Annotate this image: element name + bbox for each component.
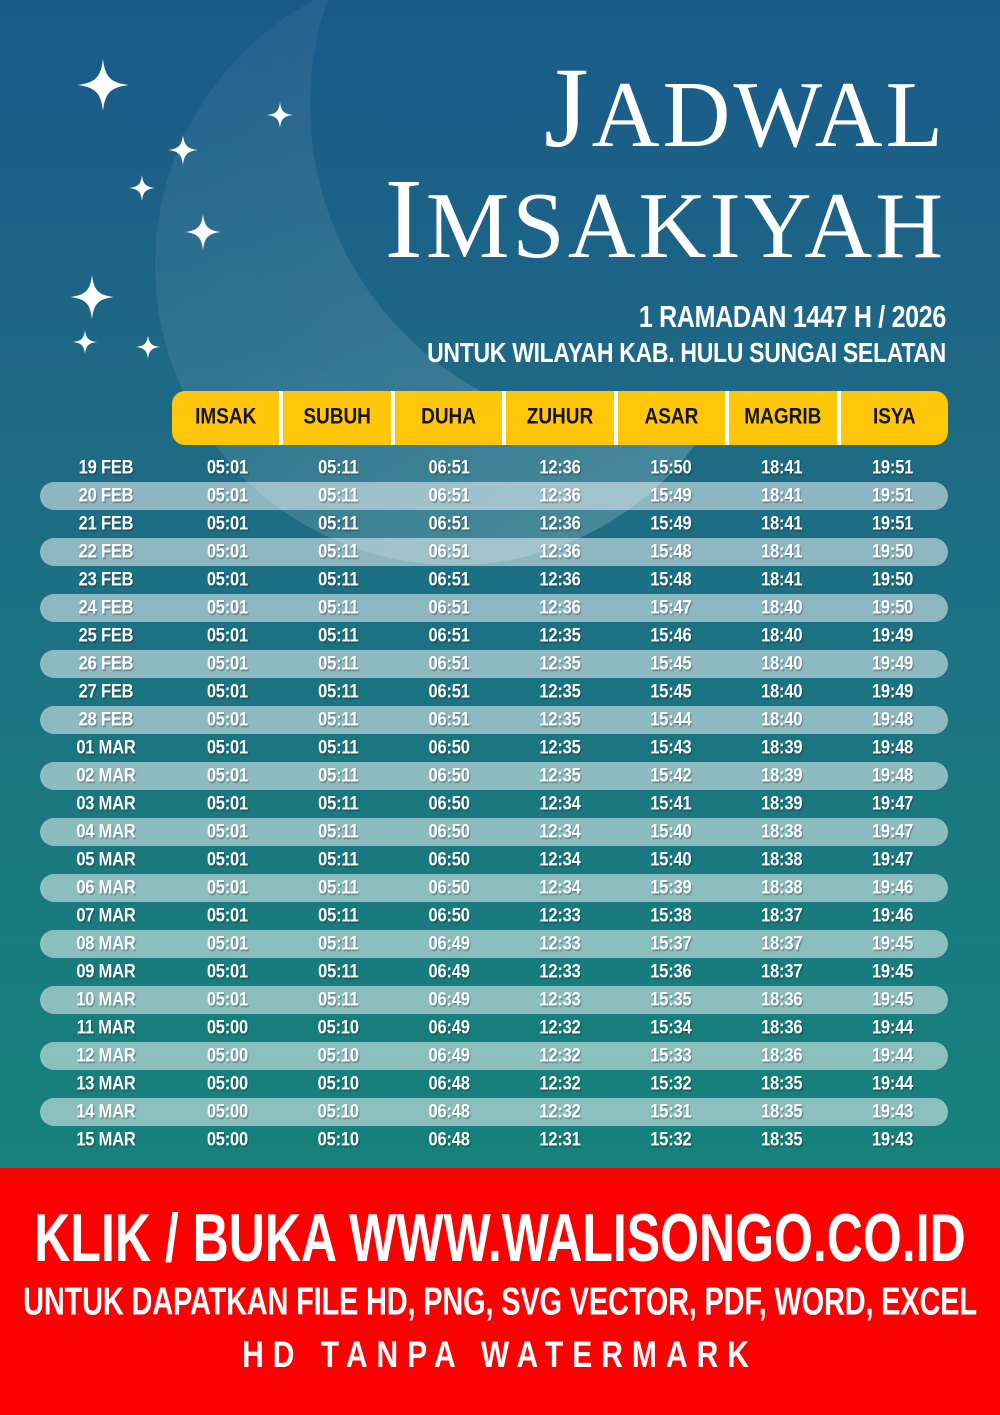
table-row — [40, 1070, 948, 1098]
time-cell: 19:45 — [871, 960, 914, 982]
time-cell: 05:11 — [318, 960, 359, 982]
time-cell: 12:34 — [539, 848, 581, 870]
time-cell: 05:01 — [206, 540, 249, 562]
time-cell: 19:49 — [871, 652, 914, 674]
time-cell: 05:11 — [318, 820, 359, 842]
date-cell: 02 MAR — [76, 764, 136, 786]
time-cell: 19:49 — [871, 680, 914, 702]
region-subtitle: UNTUK WILAYAH KAB. HULU SUNGAI SELATAN — [427, 336, 946, 369]
star-icon — [70, 275, 114, 319]
time-cell: 05:11 — [318, 708, 359, 730]
time-cell: 06:50 — [428, 904, 470, 926]
time-cell: 05:01 — [206, 456, 249, 478]
time-cell: 18:37 — [761, 904, 803, 926]
time-cell: 06:49 — [428, 1016, 470, 1038]
table-row — [40, 622, 948, 650]
table-row — [40, 762, 948, 790]
table-row — [40, 1126, 948, 1154]
column-header-magrib: MAGRIB — [725, 391, 836, 445]
column-header-asar: ASAR — [614, 391, 725, 445]
time-cell: 06:50 — [428, 820, 470, 842]
time-cell: 15:49 — [650, 484, 692, 506]
time-cell: 18:40 — [761, 680, 803, 702]
time-cell: 05:00 — [206, 1016, 249, 1038]
time-cell: 05:00 — [206, 1044, 249, 1066]
time-cell: 19:45 — [871, 932, 914, 954]
time-cell: 15:39 — [650, 876, 692, 898]
time-cell: 12:35 — [539, 736, 581, 758]
time-cell: 05:11 — [318, 540, 359, 562]
time-cell: 15:36 — [650, 960, 692, 982]
time-cell: 05:01 — [206, 848, 249, 870]
time-cell: 15:31 — [650, 1100, 692, 1122]
time-cell: 18:37 — [761, 960, 803, 982]
time-cell: 05:01 — [206, 988, 249, 1010]
time-cell: 06:48 — [428, 1128, 470, 1150]
time-cell: 18:41 — [761, 512, 803, 534]
time-cell: 12:32 — [539, 1100, 581, 1122]
time-cell: 05:11 — [318, 988, 359, 1010]
time-cell: 05:01 — [206, 960, 249, 982]
time-cell: 06:51 — [428, 456, 470, 478]
time-cell: 18:35 — [761, 1128, 803, 1150]
table-row — [40, 874, 948, 902]
table-row — [40, 930, 948, 958]
star-icon — [73, 330, 97, 354]
time-cell: 05:11 — [318, 876, 359, 898]
date-cell: 05 MAR — [76, 848, 136, 870]
time-cell: 19:50 — [871, 540, 914, 562]
time-cell: 19:48 — [871, 736, 914, 758]
date-cell: 07 MAR — [76, 904, 136, 926]
time-cell: 05:01 — [206, 512, 249, 534]
date-cell: 04 MAR — [76, 820, 136, 842]
time-cell: 19:51 — [871, 456, 914, 478]
time-cell: 19:49 — [871, 624, 914, 646]
time-cell: 05:11 — [318, 680, 359, 702]
time-cell: 05:10 — [317, 1016, 359, 1038]
time-cell: 12:32 — [539, 1072, 581, 1094]
time-cell: 05:11 — [318, 568, 359, 590]
time-cell: 05:11 — [318, 484, 359, 506]
time-cell: 15:32 — [650, 1072, 692, 1094]
time-cell: 06:50 — [428, 848, 470, 870]
time-cell: 05:11 — [318, 848, 359, 870]
date-cell: 21 FEB — [78, 512, 134, 534]
time-cell: 12:36 — [539, 456, 581, 478]
time-cell: 05:01 — [206, 680, 249, 702]
time-cell: 18:36 — [761, 988, 803, 1010]
time-cell: 06:50 — [428, 792, 470, 814]
date-cell: 27 FEB — [78, 680, 134, 702]
title-block — [384, 44, 946, 369]
time-cell: 19:46 — [871, 904, 914, 926]
time-cell: 06:50 — [428, 876, 470, 898]
date-cell: 12 MAR — [76, 1044, 136, 1066]
table-row — [40, 678, 948, 706]
time-cell: 15:48 — [650, 568, 692, 590]
time-cell: 18:36 — [761, 1016, 803, 1038]
table-row — [40, 734, 948, 762]
time-cell: 05:01 — [206, 876, 249, 898]
time-cell: 18:36 — [761, 1044, 803, 1066]
time-cell: 12:36 — [539, 540, 581, 562]
time-cell: 06:51 — [428, 540, 470, 562]
prayer-schedule-table — [40, 391, 948, 1154]
time-cell: 05:11 — [318, 792, 359, 814]
time-cell: 05:01 — [206, 764, 249, 786]
time-cell: 15:48 — [650, 540, 692, 562]
time-cell: 05:11 — [318, 596, 359, 618]
time-cell: 06:51 — [428, 708, 470, 730]
time-cell: 18:40 — [761, 624, 803, 646]
time-cell: 06:49 — [428, 932, 470, 954]
table-row — [40, 790, 948, 818]
table-header-cells — [172, 391, 948, 445]
time-cell: 19:51 — [871, 484, 914, 506]
star-icon — [77, 59, 129, 111]
time-cell: 05:01 — [206, 792, 249, 814]
time-cell: 05:11 — [318, 652, 359, 674]
column-header-subuh: SUBUH — [279, 391, 390, 445]
time-cell: 15:33 — [650, 1044, 692, 1066]
time-cell: 05:11 — [318, 932, 359, 954]
time-cell: 18:35 — [761, 1100, 803, 1122]
time-cell: 19:48 — [871, 764, 914, 786]
star-icon — [129, 175, 155, 201]
date-cell: 10 MAR — [76, 988, 136, 1010]
time-cell: 05:01 — [206, 820, 249, 842]
date-cell: 22 FEB — [78, 540, 134, 562]
time-cell: 06:51 — [428, 512, 470, 534]
time-cell: 05:11 — [318, 512, 359, 534]
time-cell: 05:11 — [318, 904, 359, 926]
time-cell: 06:51 — [428, 680, 470, 702]
time-cell: 05:10 — [317, 1044, 359, 1066]
time-cell: 15:43 — [650, 736, 692, 758]
time-cell: 15:46 — [650, 624, 692, 646]
time-cell: 05:01 — [206, 624, 249, 646]
time-cell: 12:35 — [539, 624, 581, 646]
date-cell: 20 FEB — [78, 484, 134, 506]
footer-formats-text: UNTUK DAPATKAN FILE HD, PNG, SVG VECTOR, PDF, WORD, EXCEL — [23, 1280, 977, 1324]
time-cell: 18:38 — [761, 848, 803, 870]
time-cell: 19:43 — [871, 1100, 914, 1122]
time-cell: 05:10 — [317, 1072, 359, 1094]
time-cell: 12:36 — [539, 484, 581, 506]
time-cell: 06:48 — [428, 1072, 470, 1094]
time-cell: 15:45 — [650, 680, 692, 702]
time-cell: 06:51 — [428, 596, 470, 618]
time-cell: 18:38 — [761, 820, 803, 842]
time-cell: 18:39 — [761, 764, 803, 786]
table-row — [40, 986, 948, 1014]
table-body — [40, 454, 948, 1154]
footer-watermark-text: HD TANPA WATERMARK — [242, 1334, 758, 1376]
time-cell: 05:11 — [318, 456, 359, 478]
date-cell: 01 MAR — [76, 736, 136, 758]
time-cell: 12:35 — [539, 680, 581, 702]
time-cell: 18:39 — [761, 792, 803, 814]
date-column-spacer — [40, 391, 172, 445]
table-row — [40, 650, 948, 678]
time-cell: 05:01 — [206, 652, 249, 674]
time-cell: 15:44 — [650, 708, 692, 730]
time-cell: 18:37 — [761, 932, 803, 954]
time-cell: 05:00 — [206, 1100, 249, 1122]
time-cell: 19:46 — [871, 876, 914, 898]
time-cell: 06:48 — [428, 1100, 470, 1122]
time-cell: 05:11 — [318, 736, 359, 758]
table-header-row — [40, 391, 948, 445]
column-header-imsak: IMSAK — [172, 391, 279, 445]
time-cell: 12:32 — [539, 1044, 581, 1066]
poster-title-line1: JADWAL — [543, 44, 946, 171]
time-cell: 05:01 — [206, 736, 249, 758]
time-cell: 06:51 — [428, 624, 470, 646]
time-cell: 18:41 — [761, 540, 803, 562]
time-cell: 19:44 — [871, 1072, 914, 1094]
date-cell: 03 MAR — [76, 792, 136, 814]
time-cell: 05:01 — [206, 568, 249, 590]
time-cell: 05:01 — [206, 932, 249, 954]
website-link[interactable]: KLIK / BUKA WWW.WALISONGO.CO.ID — [34, 1200, 966, 1276]
date-cell: 14 MAR — [76, 1100, 136, 1122]
time-cell: 18:35 — [761, 1072, 803, 1094]
time-cell: 19:47 — [871, 820, 914, 842]
time-cell: 12:33 — [539, 904, 581, 926]
date-cell: 24 FEB — [78, 596, 134, 618]
time-cell: 15:40 — [650, 820, 692, 842]
time-cell: 05:01 — [206, 904, 249, 926]
time-cell: 15:38 — [650, 904, 692, 926]
date-cell: 23 FEB — [78, 568, 134, 590]
time-cell: 05:11 — [318, 624, 359, 646]
time-cell: 06:51 — [428, 652, 470, 674]
time-cell: 19:44 — [871, 1044, 914, 1066]
date-cell: 11 MAR — [76, 1016, 136, 1038]
table-row — [40, 1098, 948, 1126]
time-cell: 06:49 — [428, 960, 470, 982]
time-cell: 19:48 — [871, 708, 914, 730]
time-cell: 15:40 — [650, 848, 692, 870]
table-row — [40, 902, 948, 930]
time-cell: 18:40 — [761, 708, 803, 730]
time-cell: 05:00 — [206, 1128, 249, 1150]
table-row — [40, 566, 948, 594]
time-cell: 15:47 — [650, 596, 692, 618]
date-cell: 13 MAR — [76, 1072, 136, 1094]
time-cell: 06:50 — [428, 736, 470, 758]
time-cell: 12:35 — [539, 708, 581, 730]
time-cell: 15:45 — [650, 652, 692, 674]
table-row — [40, 1042, 948, 1070]
table-row — [40, 510, 948, 538]
time-cell: 06:49 — [428, 1044, 470, 1066]
column-header-isya: ISYA — [837, 391, 948, 445]
table-row — [40, 594, 948, 622]
time-cell: 15:42 — [650, 764, 692, 786]
time-cell: 15:49 — [650, 512, 692, 534]
date-cell: 15 MAR — [76, 1128, 136, 1150]
date-cell: 09 MAR — [76, 960, 136, 982]
time-cell: 15:41 — [650, 792, 692, 814]
time-cell: 18:41 — [761, 484, 803, 506]
time-cell: 18:41 — [761, 568, 803, 590]
time-cell: 19:50 — [871, 596, 914, 618]
time-cell: 18:40 — [761, 652, 803, 674]
time-cell: 05:10 — [317, 1128, 359, 1150]
time-cell: 05:01 — [206, 708, 249, 730]
time-cell: 12:36 — [539, 596, 581, 618]
time-cell: 19:50 — [871, 568, 914, 590]
time-cell: 12:34 — [539, 792, 581, 814]
date-cell: 19 FEB — [78, 456, 134, 478]
table-row — [40, 1014, 948, 1042]
time-cell: 12:33 — [539, 932, 581, 954]
time-cell: 19:44 — [871, 1016, 914, 1038]
time-cell: 12:36 — [539, 568, 581, 590]
table-row — [40, 454, 948, 482]
time-cell: 12:34 — [539, 820, 581, 842]
table-row — [40, 958, 948, 986]
time-cell: 12:33 — [539, 988, 581, 1010]
time-cell: 15:50 — [650, 456, 692, 478]
time-cell: 18:40 — [761, 596, 803, 618]
star-icon — [136, 335, 160, 359]
time-cell: 05:01 — [206, 484, 249, 506]
time-cell: 05:01 — [206, 596, 249, 618]
table-row — [40, 482, 948, 510]
time-cell: 05:00 — [206, 1072, 249, 1094]
time-cell: 06:49 — [428, 988, 470, 1010]
time-cell: 19:47 — [871, 792, 914, 814]
time-cell: 12:33 — [539, 960, 581, 982]
time-cell: 06:51 — [428, 568, 470, 590]
time-cell: 12:36 — [539, 512, 581, 534]
time-cell: 18:41 — [761, 456, 803, 478]
poster-title-line2: IMSAKIYAH — [384, 155, 946, 283]
time-cell: 12:31 — [539, 1128, 581, 1150]
time-cell: 06:51 — [428, 484, 470, 506]
time-cell: 12:34 — [539, 876, 581, 898]
promo-footer — [0, 1168, 1000, 1415]
time-cell: 12:32 — [539, 1016, 581, 1038]
date-cell: 06 MAR — [76, 876, 136, 898]
time-cell: 05:10 — [317, 1100, 359, 1122]
time-cell: 15:35 — [650, 988, 692, 1010]
date-cell: 28 FEB — [78, 708, 134, 730]
column-header-zuhur: ZUHUR — [502, 391, 613, 445]
time-cell: 12:35 — [539, 652, 581, 674]
time-cell: 06:50 — [428, 764, 470, 786]
time-cell: 19:45 — [871, 988, 914, 1010]
time-cell: 15:32 — [650, 1128, 692, 1150]
time-cell: 05:11 — [318, 764, 359, 786]
time-cell: 15:34 — [650, 1016, 692, 1038]
time-cell: 12:35 — [539, 764, 581, 786]
time-cell: 19:47 — [871, 848, 914, 870]
table-row — [40, 846, 948, 874]
time-cell: 18:39 — [761, 736, 803, 758]
date-cell: 08 MAR — [76, 932, 136, 954]
date-cell: 26 FEB — [78, 652, 134, 674]
table-row — [40, 818, 948, 846]
ramadan-year-subtitle: 1 RAMADAN 1447 H / 2026 — [638, 300, 946, 335]
column-header-duha: DUHA — [391, 391, 502, 445]
table-row — [40, 538, 948, 566]
date-cell: 25 FEB — [78, 624, 134, 646]
table-row — [40, 706, 948, 734]
time-cell: 18:38 — [761, 876, 803, 898]
time-cell: 19:51 — [871, 512, 914, 534]
time-cell: 19:43 — [871, 1128, 914, 1150]
time-cell: 15:37 — [650, 932, 692, 954]
